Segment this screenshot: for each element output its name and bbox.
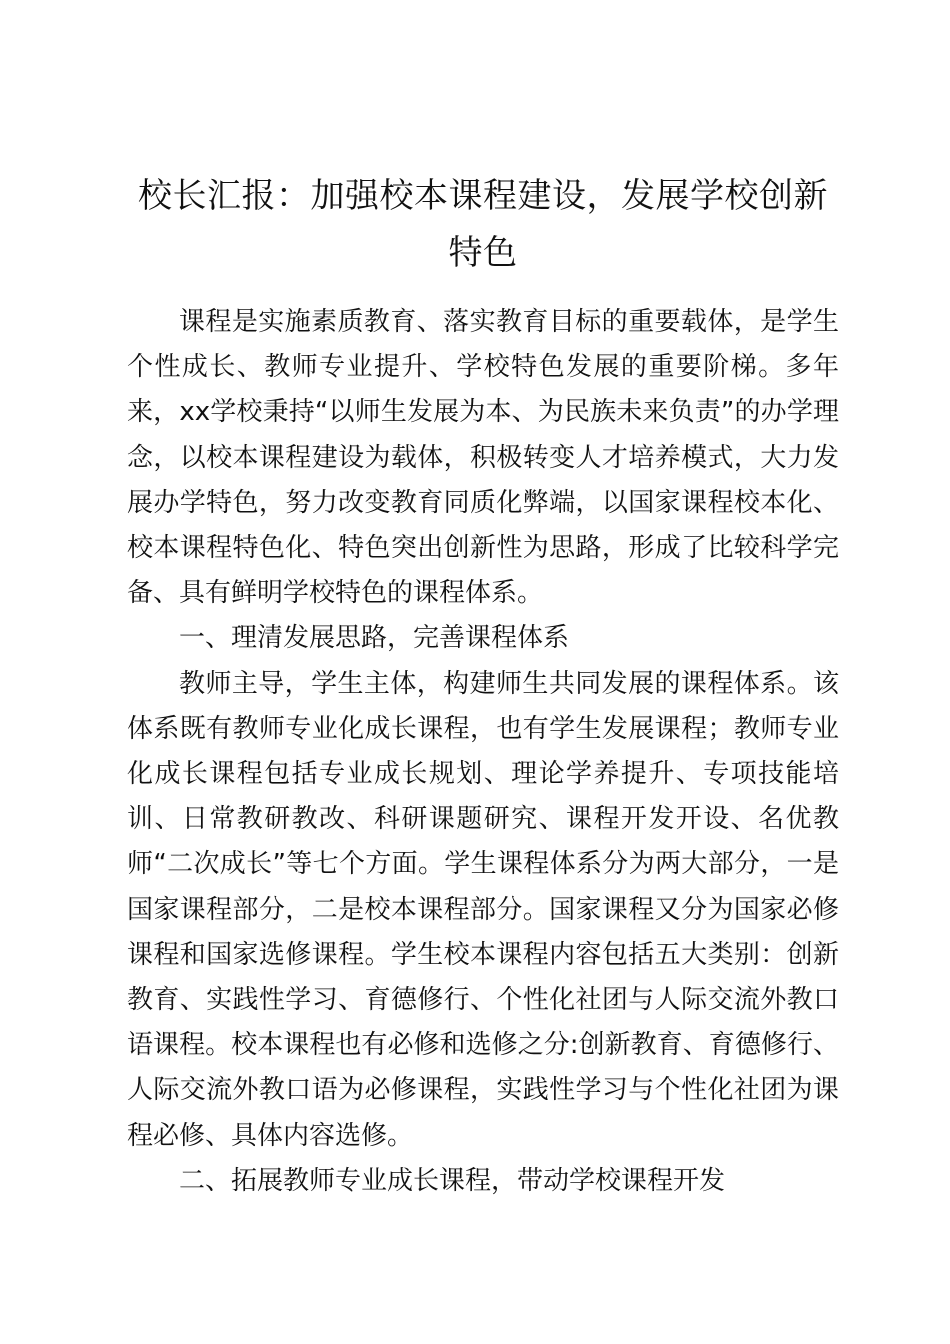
document-page xyxy=(127,168,839,1204)
section-heading-2: 二、拓展教师专业成长课程，带动学校课程开发 xyxy=(179,1165,726,1196)
intro-paragraph: 课程是实施素质教育、落实教育目标的重要载体，是学生个性成长、教师专业提升、学校特色发展的重要阶梯。多年来，xx学校秉持“以师生发展为本、为民族未来负责”的办学理念，以校本课程建设为载体，积极转变人才培养模式，大力发展办学特色，努力改变教育同质化弊端，以国家课程校本化、校本课程特色化、特色突出创新性为思路，形成了比较科学完备、具有鲜明学校特色的课程体系。 xyxy=(127,307,839,609)
section-heading-1: 一、理清发展思路，完善课程体系 xyxy=(179,623,570,654)
section-1-paragraph: 教师主导，学生主体，构建师生共同发展的课程体系。该体系既有教师专业化成长课程，也有学生发展课程；教师专业化成长课程包括专业成长规划、理论学养提升、专项技能培训、日常教研教改、科研课题研究、课程开发开设、名优教师“二次成长”等七个方面。学生课程体系分为两大部分，一是国家课程部分，二是校本课程部分。国家课程又分为国家必修课程和国家选修课程。学生校本课程内容包括五大类别：创新教育、实践性学习、育德修行、个性化社团与人际交流外教口语课程。校本课程也有必修和选修之分:创新教育、育德修行、人际交流外教口语为必修课程，实践性学习与个性化社团为课程必修、具体内容选修。 xyxy=(127,668,839,1151)
document-title: 校长汇报：加强校本课程建设，发展学校创新特色 xyxy=(138,176,828,273)
document-body xyxy=(127,300,839,1204)
